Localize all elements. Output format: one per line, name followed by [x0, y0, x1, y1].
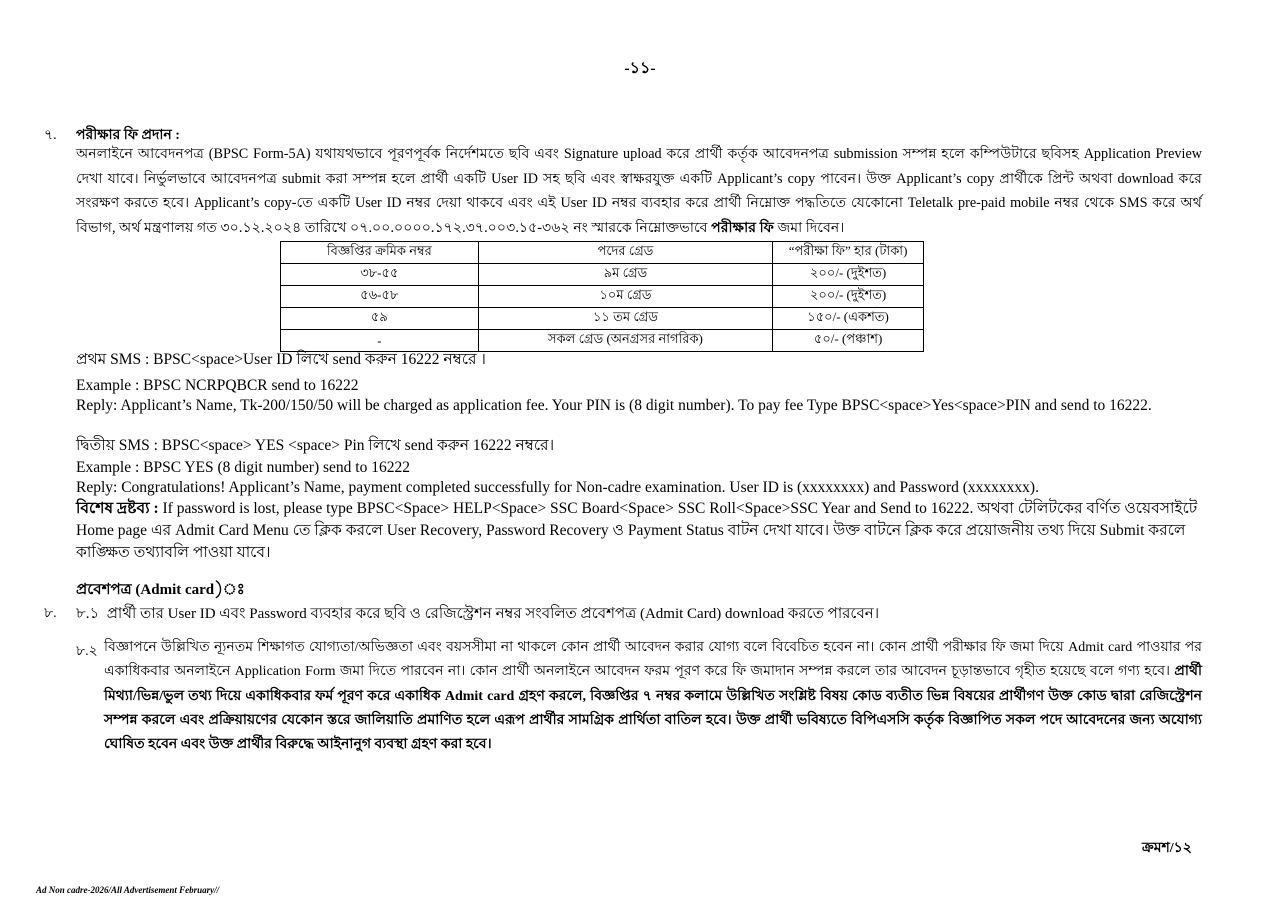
- special-note-label: বিশেষ দ্রষ্টব্য :: [76, 500, 159, 517]
- example-2: Example : BPSC YES (8 digit number) send to 16222: [76, 459, 410, 476]
- table-row: [281, 286, 924, 308]
- first-sms-instruction: প্রথম SMS : BPSC<space>User ID লিখে send করুন 16222 নম্বরে ।: [76, 351, 486, 368]
- section-7-bold-text: পরীক্ষার ফি: [711, 219, 775, 236]
- table-cell: ১০ম গ্রেড: [478, 286, 773, 308]
- table-cell: ৩৮-৫৫: [281, 264, 479, 286]
- section-7-text-end: জমা দিবেন।: [774, 219, 845, 236]
- table-cell: ৫৯: [281, 308, 479, 330]
- reply-1: Reply: Applicant’s Name, Tk-200/150/50 will be charged as application fee. Your PIN is (8 digit number). To pay fee Type BPSC<space>Yes<space>PIN and send to 16222.: [76, 397, 1152, 414]
- table-cell: ১১ তম গ্রেড: [478, 308, 773, 330]
- special-note-text: If password is lost, please type BPSC<Space> HELP<Space> SSC Board<Space> SSC Roll<Space>SSC Year and Send to 16222. অথবা টেলিটকের বর্ণিত ওয়েবসাইটে Home page এর Admit Card Menu তে ক্লিক করলে User Recovery, Password Recovery ও Payment Status বাটন দেখা যাবে। উক্ত বাটনে ক্লিক করে প্রয়োজনীয় তথ্য দিয়ে Submit করলে কাঙ্ক্ষিত তথ্যাবলি পাওয়া যাবে।: [76, 500, 1198, 561]
- special-note: [76, 498, 1202, 564]
- fee-table: [280, 241, 924, 352]
- item-8-2-text: বিজ্ঞাপনে উল্লিখিত ন্যূনতম শিক্ষাগত যোগ্যতা/অভিজ্ঞতা এবং বয়সসীমা না থাকলে কোন প্রার্থী আবেদন করার যোগ্য বলে বিবেচিত হবেন না। কোন প্রার্থী পরীক্ষার ফি জমা দিয়ে Admit card পাওয়ার পর একাধিকবার অনলাইনে Application Form জমা দিতে পারবেন না। কোন প্রার্থী অনলাইনে আবেদন ফরম পূরণ করে ফি জমাদান সম্পন্ন করলে তার আবেদন চূড়ান্তভাবে গৃহীত হয়েছে বলে গণ্য হবে।: [104, 640, 1202, 680]
- table-cell: সকল গ্রেড (অনগ্রসর নাগরিক): [478, 330, 773, 352]
- table-row: [281, 264, 924, 286]
- section-8-heading: প্রবেশপত্র (Admit card)ঃ: [76, 582, 245, 598]
- section-8-number: ৮.: [44, 606, 57, 621]
- footer-reference: Ad Non cadre-2026/All Advertisement February//: [36, 885, 220, 895]
- item-8-2-bold-text: প্রার্থী মিথ্যা/ভিন্ন/ভুল তথ্য দিয়ে একাধিকবার ফর্ম পূরণ করে একাধিক Admit card গ্রহণ করলে, বিজ্ঞপ্তির ৭ নম্বর কলামে উল্লিখিত সংশ্লিষ্ট বিষয় কোড ব্যতীত ভিন্ন বিষয়ের প্রার্থীগণ উক্ত কোড দ্বারা রেজিস্ট্রেশন সম্পন্ন করলে এবং প্রক্রিয়ায়ণের যেকোন স্তরে জালিয়াতি প্রমাণিত হলে এরূপ প্রার্থীর সামগ্রিক প্রার্থিতা বাতিল হবে। উক্ত প্রার্থী ভবিষ্যতে বিপিএসসি কর্তৃক বিজ্ঞাপিত সকল পদে আবেদনের জন্য অযোগ্য ঘোষিত হবেন এবং উক্ত প্রার্থীর বিরুদ্ধে আইনানুগ ব্যবস্থা গ্রহণ করা হবে।: [104, 664, 1202, 753]
- section-7-text: অনলাইনে আবেদনপত্র (BPSC Form-5A) যথাযথভাবে পূরণপূর্বক নির্দেশমতে ছবি এবং Signature upload করে প্রার্থী কর্তৃক আবেদনপত্র submission সম্পন্ন হলে কম্পিউটারে ছবিসহ Application Preview দেখা যাবে। নির্ভুলভাবে আবেদনপত্র submit করা সম্পন্ন হলে প্রার্থী একটি User ID সহ ছবি এবং স্বাক্ষরযুক্ত একটি Applicant’s copy পাবেন। উক্ত Applicant’s copy প্রার্থীকে প্রিন্ট অথবা download করে সংরক্ষণ করতে হবে। Applicant’s copy-তে একটি User ID নম্বর দেয়া থাকবে এবং এই User ID নম্বর ব্যবহার করে প্রার্থী নিম্নোক্ত পদ্ধতিতে যেকোনো Teletalk pre-paid mobile নম্বর থেকে SMS করে অর্থ বিভাগ, অর্থ মন্ত্রণালয় গত ৩০.১২.২০২৪ তারিখে ০৭.০০.০০০০.১৭২.৩৭.০০৩.১৫-৩৬২ নং স্মারকে নিম্নোক্তভাবে: [76, 146, 1202, 236]
- table-cell: ৫৬-৫৮: [281, 286, 479, 308]
- section-7-number: ৭.: [44, 128, 57, 143]
- item-8-1: [76, 604, 879, 624]
- table-cell: ১৫০/- (একশত): [773, 308, 924, 330]
- continued-marker: ক্রমশ/১২: [1142, 841, 1192, 856]
- section-7-heading: পরীক্ষার ফি প্রদান :: [76, 128, 180, 143]
- fee-table-header-row: [281, 242, 924, 264]
- table-cell: ৫০/- (পঞ্চাশ): [773, 330, 924, 352]
- fee-table-header: বিজ্ঞপ্তির ক্রমিক নম্বর: [281, 242, 479, 264]
- section-7-paragraph: [76, 142, 1202, 240]
- table-row: [281, 330, 924, 352]
- fee-table-header: পদের গ্রেড: [478, 242, 773, 264]
- item-8-2-number: ৮.২: [76, 644, 98, 659]
- table-cell: ৯ম গ্রেড: [478, 264, 773, 286]
- item-8-2-paragraph: [104, 636, 1202, 757]
- table-row: [281, 308, 924, 330]
- reply-2: Reply: Congratulations! Applicant’s Name, payment completed successfully for Non-cadre examination. User ID is (xxxxxxxx) and Password (xxxxxxxx).: [76, 479, 1039, 496]
- page-number: -১১-: [624, 60, 656, 77]
- item-8-1-text: প্রার্থী তার User ID এবং Password ব্যবহার করে ছবি ও রেজিস্ট্রেশন নম্বর সংবলিত প্রবেশপত্র (Admit Card) download করতে পারবেন।: [106, 606, 880, 622]
- table-cell: -: [281, 330, 479, 352]
- example-1: Example : BPSC NCRPQBCR send to 16222: [76, 377, 359, 394]
- fee-table-header: “পরীক্ষা ফি” হার (টাকা): [773, 242, 924, 264]
- table-cell: ২০০/- (দুইশত): [773, 264, 924, 286]
- second-sms-instruction: দ্বিতীয় SMS : BPSC<space> YES <space> Pin লিখে send করুন 16222 নম্বরে।: [76, 437, 555, 454]
- table-cell: ২০০/- (দুইশত): [773, 286, 924, 308]
- item-8-1-number: ৮.১: [76, 606, 100, 622]
